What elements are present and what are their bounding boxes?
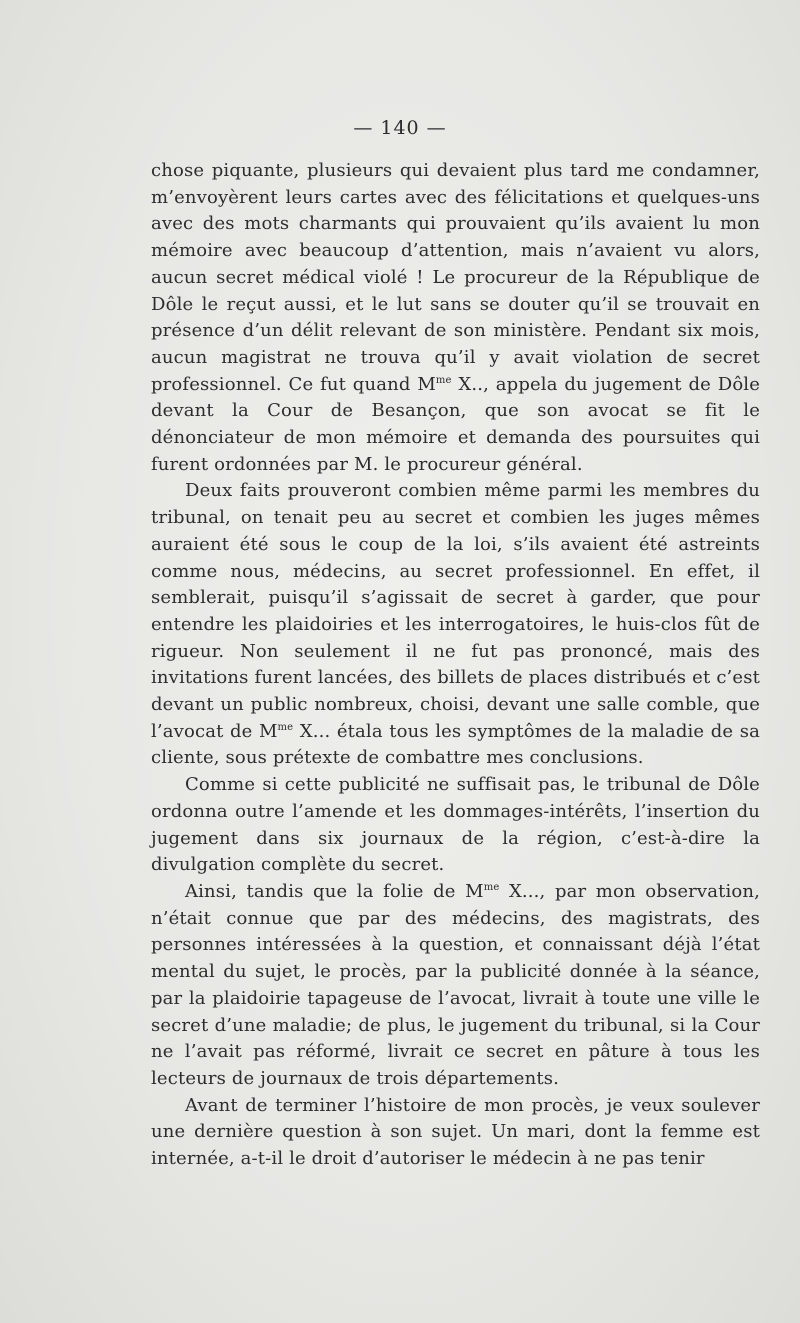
paragraph-2: Deux faits prouveront combien même parmi les membres du tribunal, on tenait peu au secret et combien les juges mêmes auraient été sous le coup de la loi, s’ils avaient été astreints comme nous, médecins, au secret professionnel. En effet, il semblerait, puisqu’il s’agissait de secret à garder, que pour entendre les plaidoiries et les interrogatoires, le huis-clos fût de rigueur. Non seulement il ne fut pas prononcé, mais des invitations furent lancées, des billets de places distribués et c’est devant un public nombreux, choisi, devant une salle comble, que l’avocat de $M^{me}$ X... étala tous les symptômes de la maladie de sa cliente, sous prétexte de combattre mes conclusions. (151, 480, 760, 769)
paragraph-3: Comme si cette publicité ne suffisait pas, le tribunal de Dôle ordonna outre l’amende et les dommages-intérêts, l’insertion du jugement dans six journaux de la région, c’est-à-dire la divulgation complète du secret. (151, 774, 760, 876)
page-number: — 140 — (353, 117, 447, 139)
body-text (151, 158, 760, 1173)
paragraph-5: Avant de terminer l’histoire de mon procès, je veux soulever une dernière question à son sujet. Un mari, dont la femme est internée, a-t-il le droit d’autoriser le médecin à ne pas tenir (151, 1094, 760, 1170)
paragraph-1: chose piquante, plusieurs qui devaient plus tard me condamner, m’envoyèrent leurs cartes avec des félicitations et quelques-uns avec des mots charmants qui prouvaient qu’ils avaient lu mon mémoire avec beaucoup d’attention, mais n’avaient vu alors, aucun secret médical violé ! Le procureur de la République de Dôle le reçut aussi, et le lut sans se douter qu’il se trouvait en présence d’un délit relevant de son ministère. Pendant six mois, aucun magistrat ne trouva qu’il y avait violation de secret professionnel. Ce fut quand $M^{me}$ X.., appela du jugement de Dôle devant la Cour de Besançon, que son avocat se fit le dénonciateur de mon mémoire et demanda des poursuites qui furent ordonnées par M. le procureur général. (151, 160, 761, 475)
paragraph-4: Ainsi, tandis que la folie de $M^{me}$ X..., par mon observation, n’était connue que par des médecins, des magistrats, des personnes intéressées à la question, et connaissant déjà l’état mental du sujet, le procès, par la publicité donnée à la séance, par la plaidoirie tapageuse de l’avocat, livrait à toute une ville le secret d’une maladie; de plus, le jugement du tribunal, si la Cour ne l’avait pas réformé, livrait ce secret en pâture à tous les lecteurs de journaux de trois départements. (151, 880, 760, 1089)
